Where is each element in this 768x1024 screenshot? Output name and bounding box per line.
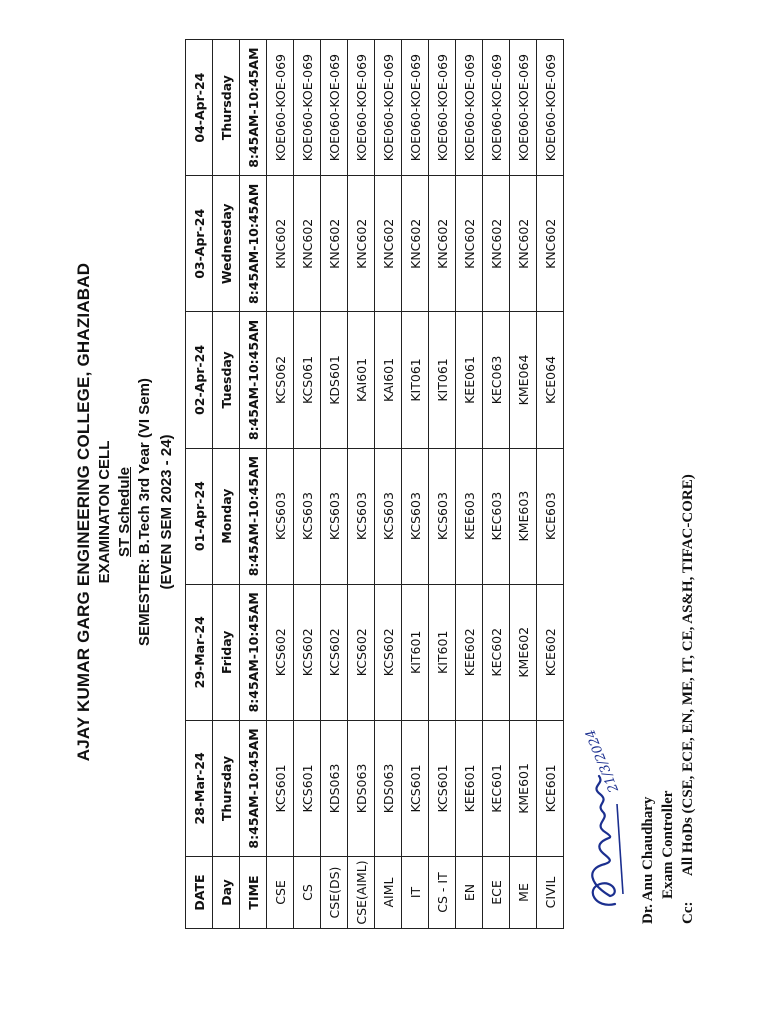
day-row (213, 40, 240, 929)
table-row (537, 40, 564, 929)
signature-date: 21/3/2024 (583, 726, 622, 795)
day-cell: Wednesday (213, 176, 240, 312)
subject-code-cell: KME603 (510, 448, 537, 584)
subject-code-cell: KEC601 (483, 720, 510, 856)
table-row (348, 40, 375, 929)
subject-code-cell: KCS603 (348, 448, 375, 584)
branch-cell: CS - IT (429, 857, 456, 929)
subject-code-cell: KEE061 (456, 312, 483, 448)
subject-code-cell: KIT601 (429, 584, 456, 720)
branch-cell: EN (456, 857, 483, 929)
college-name: AJAY KUMAR GARG ENGINEERING COLLEGE, GHAZIABAD (74, 262, 93, 762)
subject-code-cell: KCS062 (267, 312, 294, 448)
subject-code-cell: KME601 (510, 720, 537, 856)
subject-code-cell: KCS603 (267, 448, 294, 584)
schedule-table (185, 39, 564, 929)
subject-code-cell: KOE060-KOE-069 (375, 40, 402, 176)
controller-name: Dr. Anu Chaudhary (640, 796, 656, 924)
subject-code-cell: KOE060-KOE-069 (483, 40, 510, 176)
subject-code-cell: KCS603 (321, 448, 348, 584)
branch-cell: CSE(DS) (321, 857, 348, 929)
day-cell: Friday (213, 584, 240, 720)
subject-code-cell: KOE060-KOE-069 (537, 40, 564, 176)
subject-code-cell: KAI601 (348, 312, 375, 448)
subject-code-cell: KCS603 (429, 448, 456, 584)
subject-code-cell: KIT061 (402, 312, 429, 448)
subject-code-cell: KCS602 (267, 584, 294, 720)
date-label: DATE (186, 857, 213, 929)
date-cell: 03-Apr-24 (186, 176, 213, 312)
subject-code-cell: KNC602 (456, 176, 483, 312)
time-label: TIME (240, 857, 267, 929)
branch-cell: AIML (375, 857, 402, 929)
subject-code-cell: KNC602 (402, 176, 429, 312)
subject-code-cell: KNC602 (483, 176, 510, 312)
subject-code-cell: KDS601 (321, 312, 348, 448)
subject-code-cell: KNC602 (429, 176, 456, 312)
table-row (456, 40, 483, 929)
table-row (267, 40, 294, 929)
branch-cell: CS (294, 857, 321, 929)
subject-code-cell: KCE603 (537, 448, 564, 584)
subject-code-cell: KEC603 (483, 448, 510, 584)
subject-code-cell: KCS601 (429, 720, 456, 856)
handwritten-signature (565, 714, 640, 914)
table-row (483, 40, 510, 929)
subject-code-cell: KCS602 (294, 584, 321, 720)
subject-code-cell: KCE064 (537, 312, 564, 448)
subject-code-cell: KNC602 (537, 176, 564, 312)
subject-code-cell: KCS601 (402, 720, 429, 856)
time-cell: 8:45AM-10:45AM (240, 448, 267, 584)
cc-recipients: All HoDs (CSE, ECE, EN, ME, IT, CE, AS&H, TIFAC-CORE) (680, 474, 696, 876)
subject-code-cell: KCS602 (348, 584, 375, 720)
subject-code-cell: KNC602 (321, 176, 348, 312)
subject-code-cell: KDS063 (375, 720, 402, 856)
date-row (186, 40, 213, 929)
subject-code-cell: KOE060-KOE-069 (321, 40, 348, 176)
subject-code-cell: KCS602 (321, 584, 348, 720)
day-cell: Thursday (213, 720, 240, 856)
subject-code-cell: KOE060-KOE-069 (267, 40, 294, 176)
subject-code-cell: KOE060-KOE-069 (456, 40, 483, 176)
subject-code-cell: KCS603 (375, 448, 402, 584)
subject-code-cell: KNC602 (510, 176, 537, 312)
branch-cell: IT (402, 857, 429, 929)
cell-name: EXAMINATON CELL (96, 440, 113, 584)
branch-cell: CSE(AIML) (348, 857, 375, 929)
date-cell: 04-Apr-24 (186, 40, 213, 176)
subject-code-cell: KIT601 (402, 584, 429, 720)
subject-code-cell: KIT061 (429, 312, 456, 448)
semester-line: SEMESTER: B.Tech 3rd Year (VI Sem) (136, 378, 153, 646)
time-cell: 8:45AM-10:45AM (240, 40, 267, 176)
subject-code-cell: KCE602 (537, 584, 564, 720)
branch-cell: ME (510, 857, 537, 929)
branch-cell: CIVIL (537, 857, 564, 929)
subject-code-cell: KCS601 (294, 720, 321, 856)
subject-code-cell: KOE060-KOE-069 (429, 40, 456, 176)
subject-code-cell: KOE060-KOE-069 (402, 40, 429, 176)
subject-code-cell: KEC063 (483, 312, 510, 448)
time-cell: 8:45AM-10:45AM (240, 312, 267, 448)
subject-code-cell: KME064 (510, 312, 537, 448)
subject-code-cell: KCS603 (294, 448, 321, 584)
subject-code-cell: KOE060-KOE-069 (294, 40, 321, 176)
subject-code-cell: KCS061 (294, 312, 321, 448)
branch-cell: CSE (267, 857, 294, 929)
subject-code-cell: KCS602 (375, 584, 402, 720)
table-row (429, 40, 456, 929)
subject-code-cell: KDS063 (348, 720, 375, 856)
table-row (510, 40, 537, 929)
subject-code-cell: KNC602 (267, 176, 294, 312)
subject-code-cell: KEC602 (483, 584, 510, 720)
subject-code-cell: KCE601 (537, 720, 564, 856)
date-cell: 29-Mar-24 (186, 584, 213, 720)
time-cell: 8:45AM-10:45AM (240, 584, 267, 720)
branch-cell: ECE (483, 857, 510, 929)
subject-code-cell: KEE602 (456, 584, 483, 720)
day-label: Day (213, 857, 240, 929)
date-cell: 28-Mar-24 (186, 720, 213, 856)
time-cell: 8:45AM-10:45AM (240, 720, 267, 856)
subject-code-cell: KNC602 (348, 176, 375, 312)
subject-code-cell: KEE603 (456, 448, 483, 584)
session-line: (EVEN SEM 2023 - 24) (158, 434, 175, 590)
table-row (402, 40, 429, 929)
subject-code-cell: KCS603 (402, 448, 429, 584)
schedule-title: ST Schedule (116, 466, 133, 558)
subject-code-cell: KNC602 (375, 176, 402, 312)
subject-code-cell: KOE060-KOE-069 (348, 40, 375, 176)
table-row (321, 40, 348, 929)
subject-code-cell: KOE060-KOE-069 (510, 40, 537, 176)
subject-code-cell: KEE601 (456, 720, 483, 856)
time-row (240, 40, 267, 929)
time-cell: 8:45AM-10:45AM (240, 176, 267, 312)
table-row (375, 40, 402, 929)
date-cell: 01-Apr-24 (186, 448, 213, 584)
subject-code-cell: KNC602 (294, 176, 321, 312)
table-row (294, 40, 321, 929)
subject-code-cell: KAI601 (375, 312, 402, 448)
cc-label: Cc: (680, 901, 696, 924)
day-cell: Tuesday (213, 312, 240, 448)
date-cell: 02-Apr-24 (186, 312, 213, 448)
subject-code-cell: KDS063 (321, 720, 348, 856)
controller-title: Exam Controller (660, 790, 676, 899)
subject-code-cell: KME602 (510, 584, 537, 720)
day-cell: Monday (213, 448, 240, 584)
day-cell: Thursday (213, 40, 240, 176)
subject-code-cell: KCS601 (267, 720, 294, 856)
